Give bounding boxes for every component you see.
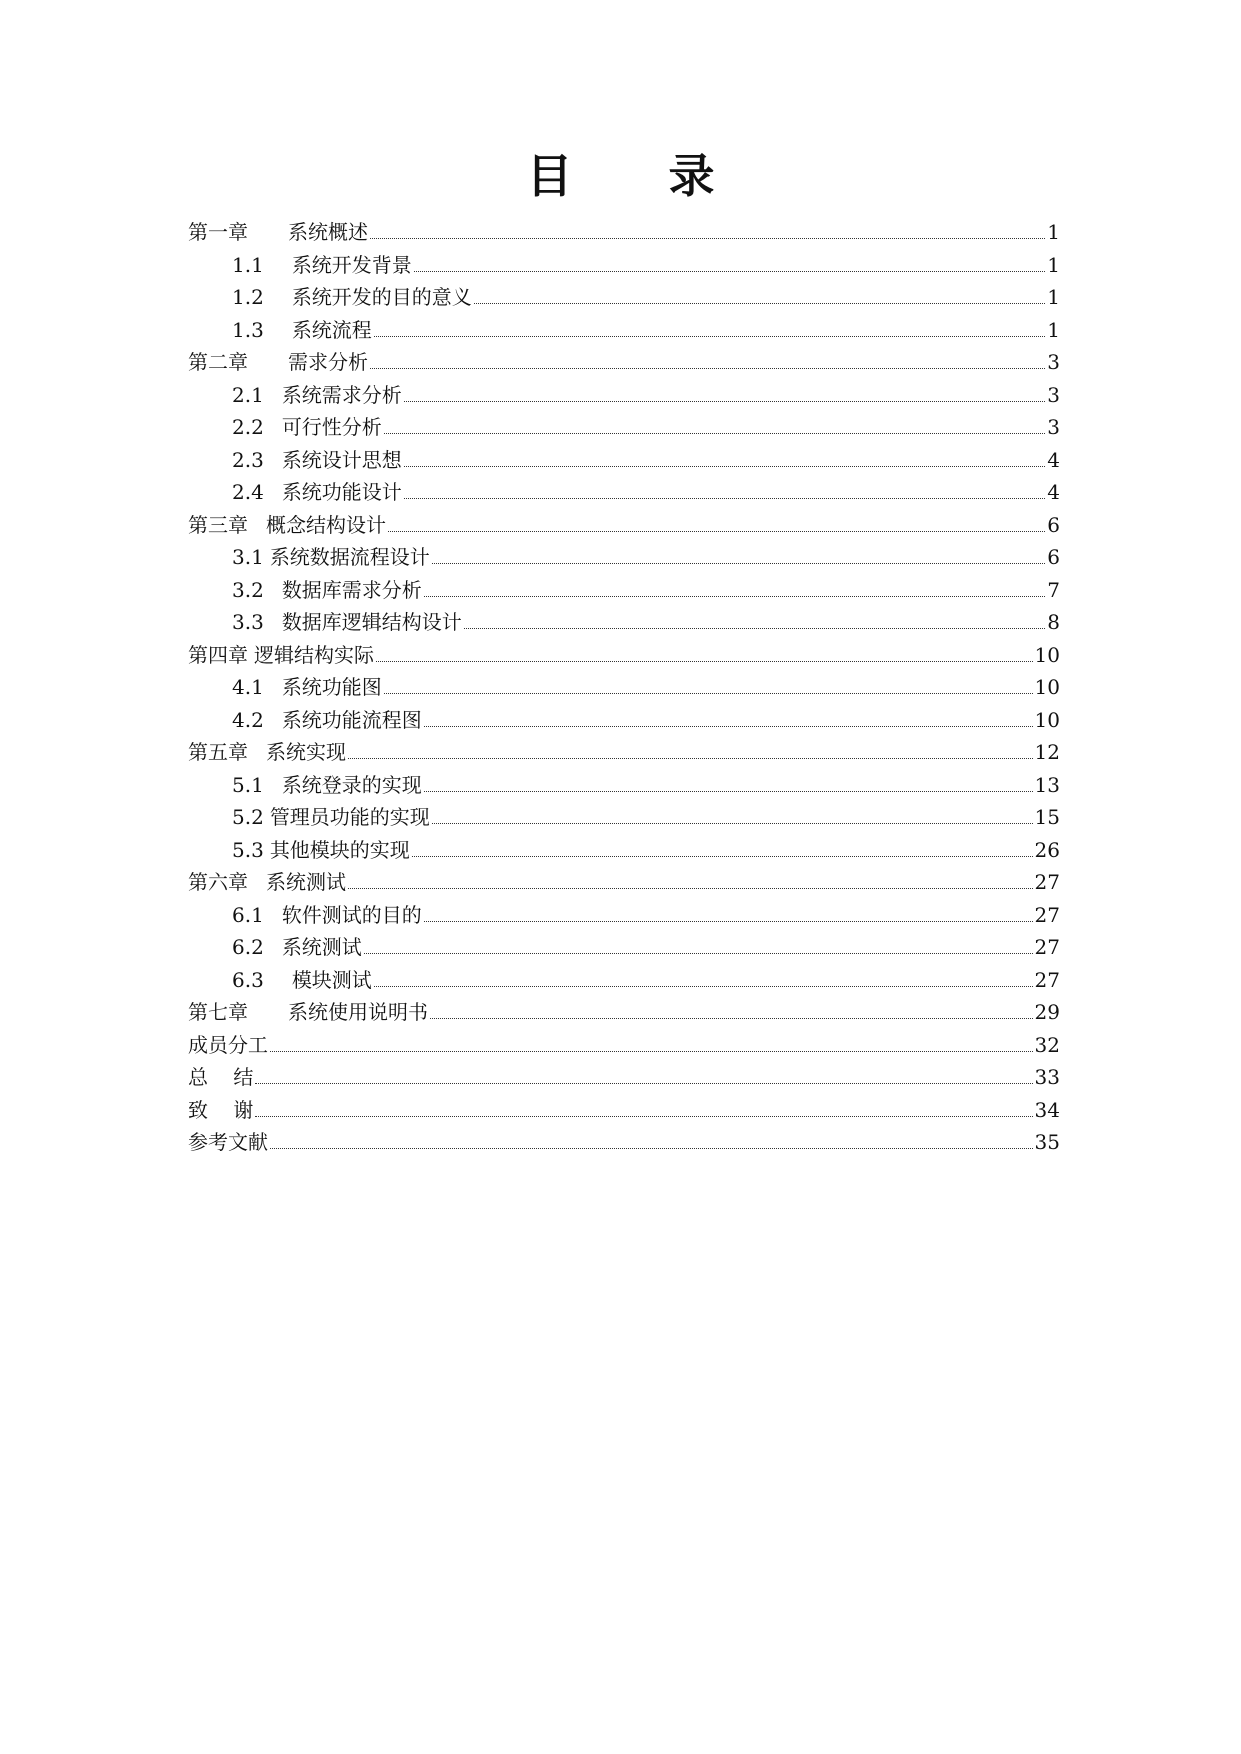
toc-dot-leader [255, 1082, 1032, 1084]
toc-entry-page-number: 6 [1047, 545, 1060, 569]
toc-entry-number: 3.1 [232, 545, 264, 569]
toc-dot-leader [370, 237, 1045, 239]
toc-entry-number: 2.2 [232, 415, 264, 439]
toc-entry-number: 第二章 [188, 350, 248, 374]
toc-entry-number: 2.1 [232, 382, 264, 407]
toc-entry-number: 第七章 [188, 1000, 248, 1024]
toc-entry-number: 6.1 [232, 902, 264, 927]
toc-entry-number: 6.3 [232, 967, 264, 992]
toc-entry-number: 1.2 [232, 285, 264, 309]
toc-entry-number: 4.2 [232, 707, 264, 732]
toc-entry-page-number: 10 [1034, 675, 1060, 699]
toc-entry-title: 系统概述 [288, 220, 368, 244]
toc-dot-leader [384, 432, 1045, 434]
toc-entry[interactable] [188, 216, 1060, 249]
toc-entry-number: 第六章 [188, 870, 248, 894]
toc-entry-number: 第五章 [188, 740, 248, 764]
toc-entry-page-number: 3 [1047, 350, 1060, 374]
toc-entry-title: 需求分析 [288, 350, 368, 374]
toc-dot-leader [404, 400, 1045, 402]
toc-entry-page-number: 27 [1034, 870, 1060, 894]
toc-entry-page-number: 1 [1047, 317, 1060, 342]
toc-entry[interactable] [188, 639, 1060, 672]
toc-entry-number: 3.2 [232, 577, 264, 602]
toc-entry[interactable] [188, 996, 1060, 1029]
toc-dot-leader [424, 920, 1033, 922]
toc-entry-page-number: 3 [1047, 382, 1060, 407]
toc-dot-leader [374, 335, 1045, 337]
toc-entry-page-number: 27 [1034, 902, 1060, 927]
toc-dot-leader [474, 302, 1045, 304]
toc-entry-number: 4.1 [232, 675, 264, 699]
toc-entry-number: 第一章 [188, 220, 248, 244]
toc-dot-leader [348, 757, 1033, 759]
toc-entry-number: 5.1 [232, 772, 264, 797]
toc-entry-title: 系统需求分析 [281, 382, 402, 407]
page-title: 目 录 [526, 149, 755, 203]
toc-entry-number: 5.2 [232, 805, 264, 829]
toc-entry-page-number: 15 [1034, 805, 1060, 829]
toc-entry-number: 第三章 [188, 512, 248, 537]
toc-entry-page-number: 1 [1047, 285, 1060, 309]
toc-dot-leader [376, 660, 1033, 662]
toc-dot-leader [432, 562, 1045, 564]
toc-entry-title: 数据库需求分析 [281, 577, 422, 602]
toc-entry[interactable] [188, 704, 1060, 737]
toc-entry-title: 系统功能图 [281, 675, 382, 699]
toc-entry-number: 3.3 [232, 610, 264, 634]
toc-entry-number: 2.3 [232, 447, 264, 472]
toc-entry[interactable] [188, 541, 1060, 574]
toc-entry-number: 1.3 [232, 317, 264, 342]
toc-dot-leader [464, 627, 1045, 629]
toc-entry[interactable] [188, 606, 1060, 639]
toc-dot-leader [364, 952, 1033, 954]
toc-entry[interactable] [188, 411, 1060, 444]
toc-dot-leader [388, 530, 1045, 532]
toc-entry[interactable] [188, 476, 1060, 509]
toc-dot-leader [414, 270, 1045, 272]
toc-dot-leader [412, 855, 1033, 857]
toc-entry[interactable] [188, 899, 1060, 932]
toc-dot-leader [424, 595, 1045, 597]
toc-entry-title: 系统开发背景 [291, 252, 412, 277]
toc-entry-page-number: 34 [1034, 1097, 1060, 1122]
toc-entry-page-number: 33 [1034, 1065, 1060, 1089]
toc-dot-leader [432, 822, 1033, 824]
toc-entry-title: 系统测试 [281, 935, 362, 959]
toc-entry[interactable] [188, 346, 1060, 379]
toc-entry-page-number: 1 [1047, 252, 1060, 277]
toc-entry-title: 系统开发的目的意义 [291, 285, 472, 309]
toc-dot-leader [430, 1017, 1033, 1019]
toc-dot-leader [374, 985, 1033, 987]
toc-entry-page-number: 7 [1047, 577, 1060, 602]
toc-entry-title: 总 结 [188, 1065, 254, 1089]
toc-entry-title: 概念结构设计 [266, 512, 386, 537]
toc-entry-number: 5.3 [232, 837, 264, 862]
toc-entry-page-number: 32 [1034, 1032, 1060, 1057]
toc-entry-title: 系统登录的实现 [281, 772, 422, 797]
toc-entry-page-number: 8 [1047, 610, 1060, 634]
toc-entry[interactable] [188, 866, 1060, 899]
toc-dot-leader [370, 367, 1045, 369]
toc-entry-title: 软件测试的目的 [281, 902, 422, 927]
toc-entry-page-number: 27 [1034, 935, 1060, 959]
toc-entry[interactable] [188, 1061, 1060, 1094]
toc-entry-page-number: 10 [1034, 642, 1060, 667]
toc-entry-title: 系统功能流程图 [281, 707, 422, 732]
toc-dot-leader [384, 692, 1033, 694]
toc-entry[interactable] [188, 379, 1060, 412]
toc-entry-title: 系统数据流程设计 [269, 545, 430, 569]
toc-entry[interactable] [188, 769, 1060, 802]
toc-entry[interactable] [188, 1126, 1060, 1159]
toc-entry[interactable] [188, 314, 1060, 347]
toc-entry[interactable] [188, 1029, 1060, 1062]
toc-entry-page-number: 10 [1034, 707, 1060, 732]
toc-entry-title: 系统实现 [266, 740, 346, 764]
toc-dot-leader [270, 1147, 1033, 1149]
toc-entry-title: 系统流程 [291, 317, 372, 342]
toc-dot-leader [424, 725, 1033, 727]
toc-entry-page-number: 12 [1034, 740, 1060, 764]
toc-entry-page-number: 3 [1047, 415, 1060, 439]
table-of-contents [188, 216, 1060, 1159]
toc-entry-page-number: 26 [1034, 837, 1060, 862]
toc-entry-title: 系统测试 [266, 870, 346, 894]
toc-dot-leader [404, 497, 1045, 499]
toc-entry-title: 系统设计思想 [281, 447, 402, 472]
toc-entry[interactable] [188, 834, 1060, 867]
toc-entry[interactable] [188, 281, 1060, 314]
toc-entry-number: 1.1 [232, 252, 264, 277]
toc-entry[interactable] [188, 931, 1060, 964]
toc-entry[interactable] [188, 574, 1060, 607]
toc-entry-title: 其他模块的实现 [269, 837, 410, 862]
toc-dot-leader [255, 1115, 1032, 1117]
toc-entry-page-number: 4 [1047, 480, 1060, 504]
toc-entry-page-number: 6 [1047, 512, 1060, 537]
toc-entry[interactable] [188, 249, 1060, 282]
toc-entry-title: 可行性分析 [281, 415, 382, 439]
toc-entry-title: 逻辑结构实际 [254, 642, 374, 667]
toc-entry-page-number: 1 [1047, 220, 1060, 244]
toc-entry-title: 成员分工 [188, 1032, 268, 1057]
toc-entry-page-number: 27 [1034, 967, 1060, 992]
toc-entry[interactable] [188, 509, 1060, 542]
toc-dot-leader [424, 790, 1033, 792]
toc-entry-title: 参考文献 [188, 1130, 268, 1154]
toc-entry-page-number: 35 [1034, 1130, 1060, 1154]
toc-dot-leader [348, 887, 1033, 889]
toc-entry-title: 模块测试 [291, 967, 372, 992]
toc-entry[interactable] [188, 444, 1060, 477]
toc-entry-number: 第四章 [188, 642, 248, 667]
toc-entry-page-number: 29 [1034, 1000, 1060, 1024]
toc-entry-title: 系统功能设计 [281, 480, 402, 504]
toc-entry[interactable] [188, 964, 1060, 997]
toc-entry-number: 6.2 [232, 935, 264, 959]
toc-entry-page-number: 4 [1047, 447, 1060, 472]
toc-entry[interactable] [188, 801, 1060, 834]
toc-entry-title: 数据库逻辑结构设计 [281, 610, 462, 634]
toc-entry[interactable] [188, 671, 1060, 704]
toc-dot-leader [270, 1050, 1033, 1052]
toc-entry-page-number: 13 [1034, 772, 1060, 797]
toc-entry[interactable] [188, 1094, 1060, 1127]
toc-dot-leader [404, 465, 1045, 467]
toc-entry-number: 2.4 [232, 480, 264, 504]
toc-entry[interactable] [188, 736, 1060, 769]
toc-entry-title: 致 谢 [188, 1097, 254, 1122]
toc-entry-title: 管理员功能的实现 [269, 805, 430, 829]
toc-entry-title: 系统使用说明书 [288, 1000, 428, 1024]
